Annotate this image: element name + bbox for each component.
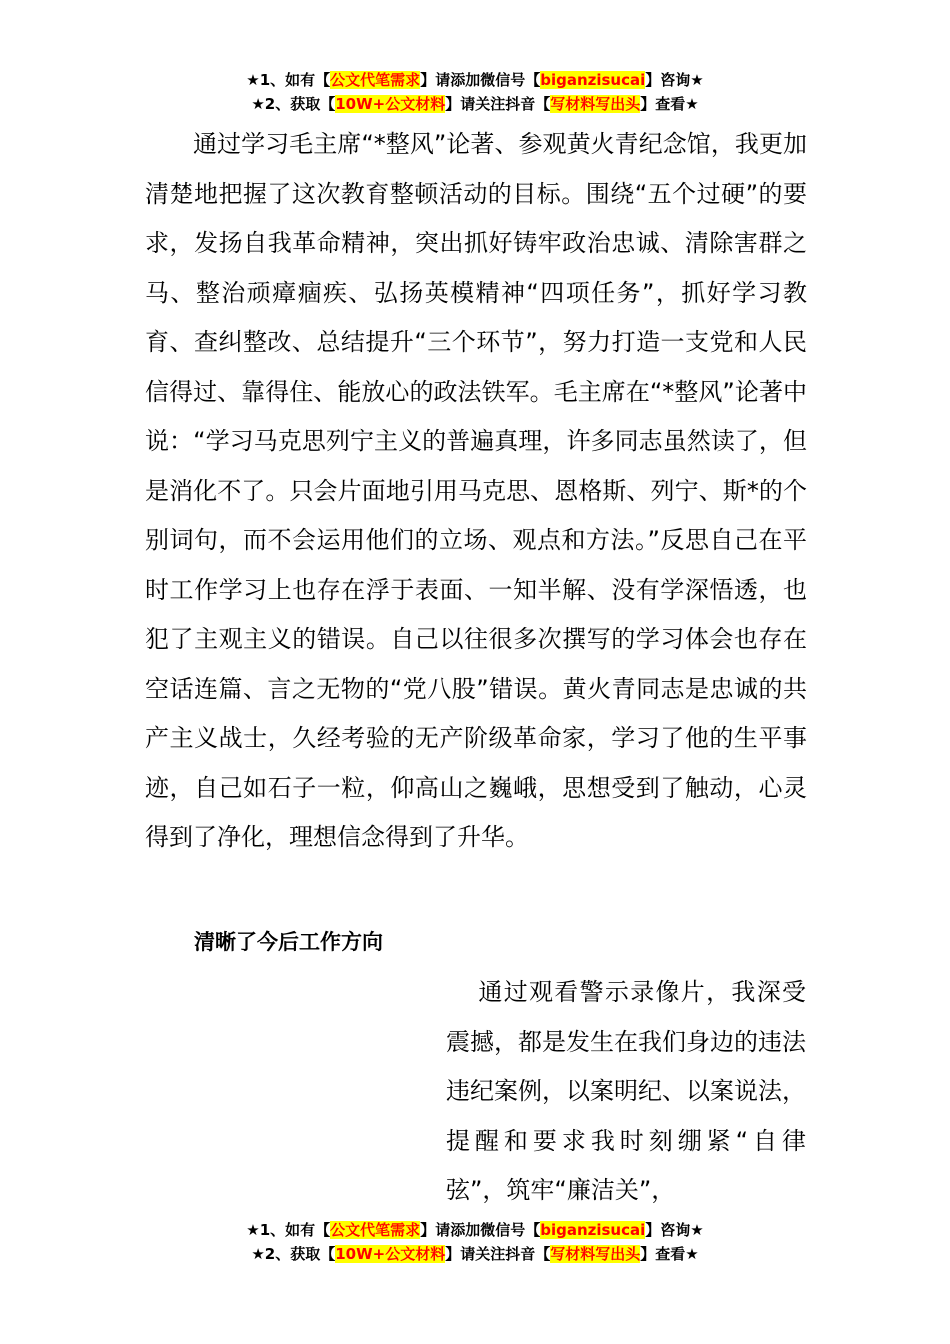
document-body — [145, 120, 807, 863]
douyin-name-highlight: 写材料写出头 — [550, 95, 641, 113]
wechat-id-highlight: biganzisucai — [540, 71, 646, 89]
promo-highlight: 公文代笔需求 — [330, 71, 421, 89]
promo-highlight: 10W+公文材料 — [335, 1245, 446, 1263]
promo-line-1: ★1、如有【公文代笔需求】请添加微信号【biganzisucai】咨询★ — [246, 1221, 704, 1239]
paragraph-warning-video: 通过观看警示录像片，我深受震撼，都是发生在我们身边的违法违纪案例，以案明纪、以案说法，提醒和要求我时刻绷紧“自律弦”，筑牢“廉洁关”， — [446, 978, 806, 1204]
douyin-name-highlight: 写材料写出头 — [550, 1245, 641, 1263]
document-body-continued — [446, 968, 806, 1216]
wechat-id-highlight: biganzisucai — [540, 1221, 646, 1239]
promo-line-2: ★2、获取【10W+公文材料】请关注抖音【写材料写出头】查看★ — [251, 1245, 699, 1263]
promo-highlight: 10W+公文材料 — [335, 95, 446, 113]
paragraph-study-reflection: 通过学习毛主席“*整风”论著、参观黄火青纪念馆，我更加清楚地把握了这次教育整顿活动的目标。围绕“五个过硬”的要求，发扬自我革命精神，突出抓好铸牢政治忠诚、清除害群之马、整治顽瘴痼疾、弘扬英模精神“四项任务”，抓好学习教育、查纠整改、总结提升“三个环节”，努力打造一支党和人民信得过、靠得住、能放心的政法铁军。毛主席在“*整风”论著中说：“学习马克思列宁主义的普遍真理，许多同志虽然读了，但是消化不了。只会片面地引用马克思、恩格斯、列宁、斯*的个别词句，而不会运用他们的立场、观点和方法。”反思自己在平时工作学习上也存在浮于表面、一知半解、没有学深悟透，也犯了主观主义的错误。自己以往很多次撰写的学习体会也存在空话连篇、言之无物的“党八股”错误。黄火青同志是忠诚的共产主义战士，久经考验的无产阶级革命家，学习了他的生平事迹，自己如石子一粒，仰高山之巍峨，思想受到了触动，心灵得到了净化，理想信念得到了升华。 — [145, 130, 807, 851]
promo-banner-top — [0, 68, 950, 116]
promo-highlight: 公文代笔需求 — [330, 1221, 421, 1239]
promo-banner-bottom — [0, 1218, 950, 1266]
section-heading: 清晰了今后工作方向 — [194, 930, 383, 954]
promo-line-1: ★1、如有【公文代笔需求】请添加微信号【biganzisucai】咨询★ — [246, 71, 704, 89]
promo-line-2: ★2、获取【10W+公文材料】请关注抖音【写材料写出头】查看★ — [251, 95, 699, 113]
